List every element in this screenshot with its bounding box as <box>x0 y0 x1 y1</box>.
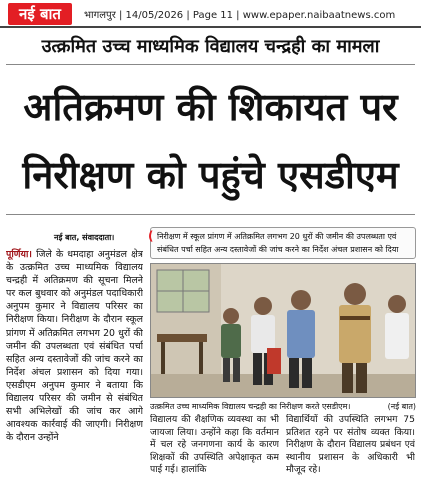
dateline: पूर्णिया। <box>6 249 32 260</box>
kicker-headline: उत्क्रमित उच्च माध्यमिक विद्यालय चन्द्रही का मामला <box>41 36 380 57</box>
divider <box>6 214 415 215</box>
photo-caption-text: उत्क्रमित उच्च माध्यमिक विद्यालय चन्द्रही का निरीक्षण करते एसडीएम। <box>150 402 351 411</box>
article-body-left: जिले के धमदाहा अनुमंडल क्षेत्र के उत्क्रमित उच्च माध्यमिक विद्यालय चन्द्रही में अतिक्रमण की सूचना मिलने पर कल बुधवार को अनुमंडल पदाधिकारी अनुपम कुमार ने विद्यालय परिसर का निरीक्षण किया। निरीक्षण के दौरान स्कूल प्रांगण में अतिक्रमित लगभग 20 धुरों की जमीन की उपलब्धता एवं संबंधित पर्चा सहित अन्य दस्तावेजों की जांच करने का निर्देश अंचल प्रशासन को दिया गया। एसडीएम अनुपम कुमार ने बताया कि विद्यालय परिसर की जमीन से संबंधित सभी अभिलेखों की जांच कर आगे आवश्यक कार्रवाई की जाएगी। निरीक्षण के दौरान उन्होंने <box>6 249 143 444</box>
photo-caption <box>150 401 416 412</box>
byline: नई बात, संवाददाता। <box>54 233 115 242</box>
divider <box>6 64 415 65</box>
article-column-middle: विद्यालय की शैक्षणिक व्यवस्था का भी जायजा लिया। उन्होंने कहा कि वर्तमान में चल रहे जनगणना कार्य के कारण शिक्षकों की उपस्थिति अपेक्षाकृत कम पाई गई। हालांकि <box>150 414 279 476</box>
inspection-scene-illustration <box>151 264 416 398</box>
newspaper-logo: नई बात <box>8 3 72 25</box>
edition-meta: भागलपुर | 14/05/2026 | Page 11 | www.epaper.naibaatnews.com <box>84 10 396 21</box>
article-column-right: विद्यार्थियों की उपस्थिति लगभग 75 प्रतिशत रहने पर संतोष व्यक्त किया। निरीक्षण के दौरान विद्यालय प्रबंधन एवं स्थानीय प्रशासन के अधिकारी भी मौजूद रहे। <box>286 414 415 476</box>
highlight-box <box>150 227 416 259</box>
highlight-text: निरीक्षण में स्कूल प्रांगण में अतिक्रमित लगभग 20 धुरों की जमीन की उपलब्धता एवं संबंधित पर्चा सहित अन्य दस्तावेजों की जांच करने का निर्देश अंचल प्रशासन को दिया <box>157 232 399 254</box>
article-column-left <box>6 248 143 498</box>
news-photo <box>150 263 416 398</box>
photo-credit: (नई बात) <box>387 402 416 411</box>
headline-line-2: निरीक्षण को पहुंचे एसडीएम <box>22 153 399 197</box>
masthead-bar <box>0 0 421 28</box>
headline-line-1: अतिक्रमण की शिकायत पर <box>23 85 398 129</box>
quote-mark-icon: ( <box>148 229 154 243</box>
